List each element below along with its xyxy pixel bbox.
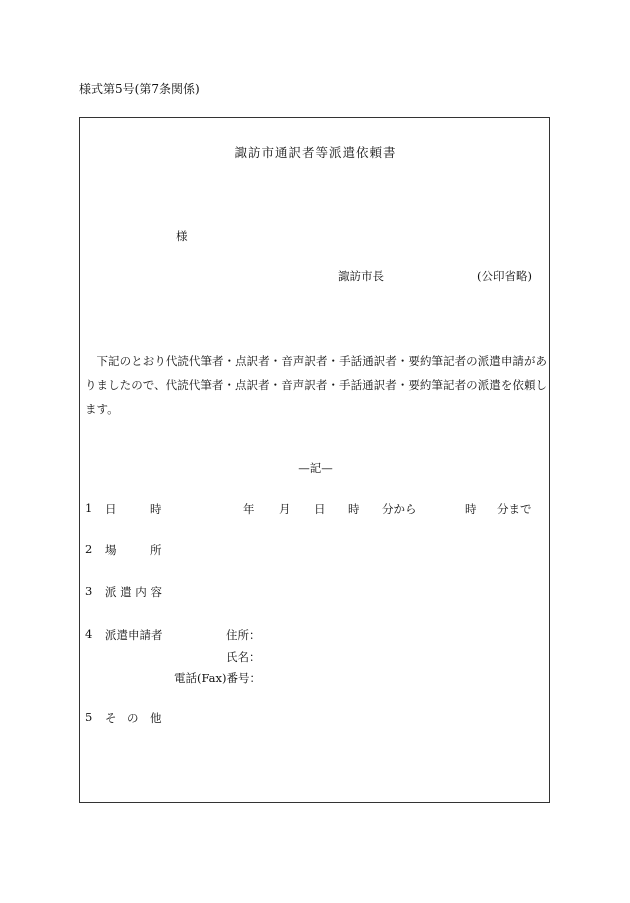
place-label-a: 場 <box>105 543 117 557</box>
item-datetime-row <box>85 501 545 519</box>
year-unit: 年 <box>243 502 255 516</box>
hour-from-unit: 時 <box>348 502 360 516</box>
other-label-a: そ <box>105 711 117 725</box>
month-unit: 月 <box>279 502 291 516</box>
issuer-name: 諏訪市長 <box>338 269 384 283</box>
item-number: 4 <box>85 627 93 641</box>
item-content-row <box>85 584 285 602</box>
name-field-label: 氏名： <box>226 650 261 664</box>
minute-from-unit: 分から <box>382 502 417 516</box>
content-label: 派 遣 内 容 <box>105 585 162 599</box>
phone-fax-field-label: 電話(Fax)番号： <box>174 671 262 685</box>
item-number: 1 <box>85 501 93 515</box>
address-field-label: 住所： <box>226 628 261 642</box>
ki-heading: —記— <box>298 461 333 475</box>
item-number: 2 <box>85 542 93 556</box>
datetime-label-time: 時 <box>150 502 162 516</box>
item-other-row <box>85 710 285 728</box>
item-place-row <box>85 542 285 560</box>
addressee-honorific: 様 <box>176 229 188 243</box>
other-label-b: の <box>127 711 139 725</box>
other-label-c: 他 <box>150 711 162 725</box>
item-number: 5 <box>85 710 93 724</box>
minute-to-unit: 分まで <box>497 502 532 516</box>
item-applicant-row <box>85 627 545 687</box>
applicant-label: 派遣申請者 <box>105 628 163 642</box>
day-unit: 日 <box>314 502 326 516</box>
request-body-text: 下記のとおり代読代筆者・点訳者・音声訳者・手話通訳者・要約筆記者の派遣申請がありましたので、代読代筆者・点訳者・音声訳者・手話通訳者・要約筆記者の派遣を依頼します。 <box>85 354 547 416</box>
seal-omitted-note: (公印省略) <box>477 269 532 283</box>
place-label-b: 所 <box>150 543 162 557</box>
item-number: 3 <box>85 584 93 598</box>
hour-to-unit: 時 <box>465 502 477 516</box>
request-form-box <box>79 117 550 803</box>
datetime-label-day: 日 <box>105 502 117 516</box>
form-number-label: 様式第5号(第7条関係) <box>79 82 200 96</box>
document-title: 諏訪市通訳者等派遣依頼書 <box>234 145 397 160</box>
